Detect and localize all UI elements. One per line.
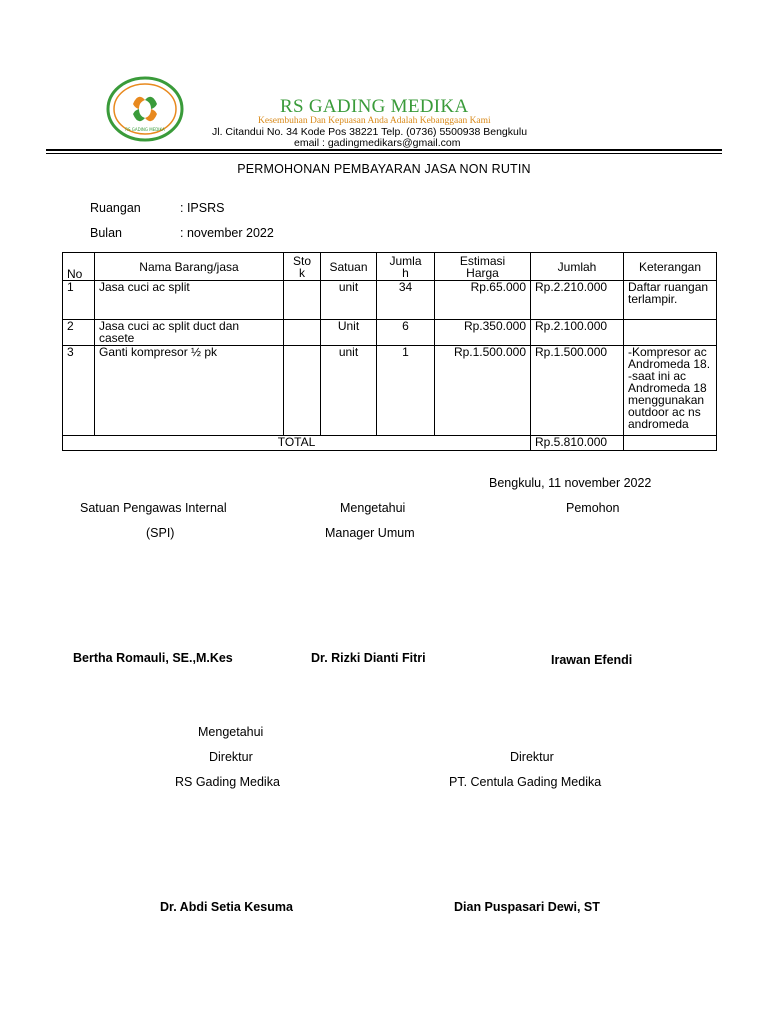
cell-keterangan: Daftar ruangan terlampir. <box>624 281 717 320</box>
cell-nama: Jasa cuci ac split <box>95 281 284 320</box>
organization-email: email : gadingmedikars@gmail.com <box>294 137 461 149</box>
director1-title: Direktur <box>209 750 253 764</box>
organization-motto: Kesembuhan Dan Kepuasan Anda Adalah Kebanggaan Kami <box>258 116 491 126</box>
cell-satuan: Unit <box>321 320 377 346</box>
header-divider-thin <box>46 153 722 154</box>
spi-signatory-name: Bertha Romauli, SE.,M.Kes <box>73 651 233 665</box>
total-value: Rp.5.810.000 <box>531 436 624 451</box>
cell-qty: 34 <box>377 281 435 320</box>
cell-harga: Rp.1.500.000 <box>435 346 531 436</box>
director1-mengetahui: Mengetahui <box>198 725 264 739</box>
cell-keterangan: -Kompresor ac Andromeda 18. -saat ini ac Andromeda 18 menggunakan outdoor ac ns andromeda <box>624 346 717 436</box>
cell-stok <box>284 281 321 320</box>
table-row <box>63 281 717 320</box>
manager-title-mengetahui: Mengetahui <box>340 501 406 515</box>
director2-signatory-name: Dian Puspasari Dewi, ST <box>454 900 600 914</box>
cell-no: 3 <box>63 346 95 436</box>
organization-address: Jl. Citandui No. 34 Kode Pos 38221 Telp. (0736) 5500938 Bengkulu <box>212 126 528 138</box>
bulan-value: : november 2022 <box>180 226 274 240</box>
ruangan-label: Ruangan <box>90 201 141 215</box>
header-estimasi-harga: Estimasi Harga <box>435 253 531 281</box>
manager-signatory-name: Dr. Rizki Dianti Fitri <box>311 651 426 665</box>
table-row <box>63 320 717 346</box>
cell-harga: Rp.350.000 <box>435 320 531 346</box>
manager-title: Manager Umum <box>325 526 415 540</box>
cell-nama: Ganti kompresor ½ pk <box>95 346 284 436</box>
cell-jumlah: Rp.2.210.000 <box>531 281 624 320</box>
director1-signatory-name: Dr. Abdi Setia Kesuma <box>160 900 293 914</box>
cell-satuan: unit <box>321 346 377 436</box>
total-row <box>63 436 717 451</box>
spi-title: Satuan Pengawas Internal <box>80 501 227 515</box>
cell-satuan: unit <box>321 281 377 320</box>
svg-text:RS GADING MEDIKA: RS GADING MEDIKA <box>125 127 165 132</box>
cell-qty: 1 <box>377 346 435 436</box>
table-row <box>63 346 717 436</box>
total-label: TOTAL <box>63 436 531 451</box>
cell-no: 2 <box>63 320 95 346</box>
cell-jumlah: Rp.2.100.000 <box>531 320 624 346</box>
total-keterangan <box>624 436 717 451</box>
bulan-label: Bulan <box>90 226 122 240</box>
ruangan-value: : IPSRS <box>180 201 225 215</box>
header-nama-barang: Nama Barang/jasa <box>95 253 284 281</box>
header-jumlah: Jumlah <box>531 253 624 281</box>
items-table <box>62 252 717 451</box>
director1-organization: RS Gading Medika <box>175 775 280 789</box>
director2-organization: PT. Centula Gading Medika <box>449 775 602 789</box>
cell-jumlah: Rp.1.500.000 <box>531 346 624 436</box>
header-keterangan: Keterangan <box>624 253 717 281</box>
cell-no: 1 <box>63 281 95 320</box>
header-stok: Sto k <box>284 253 321 281</box>
pemohon-title: Pemohon <box>566 501 620 515</box>
cell-qty: 6 <box>377 320 435 346</box>
document-title: PERMOHONAN PEMBAYARAN JASA NON RUTIN <box>237 162 531 176</box>
cell-stok <box>284 320 321 346</box>
place-date: Bengkulu, 11 november 2022 <box>489 476 652 490</box>
cell-stok <box>284 346 321 436</box>
header-jumlah-qty: Jumla h <box>377 253 435 281</box>
header-satuan: Satuan <box>321 253 377 281</box>
hospital-logo <box>106 76 184 142</box>
header-no: No <box>63 253 95 281</box>
header-divider <box>46 149 722 151</box>
cell-keterangan <box>624 320 717 346</box>
table-header-row <box>63 253 717 281</box>
cell-nama: Jasa cuci ac split duct dan casete <box>95 320 284 346</box>
cell-harga: Rp.65.000 <box>435 281 531 320</box>
organization-name: RS GADING MEDIKA <box>280 96 469 117</box>
pemohon-signatory-name: Irawan Efendi <box>551 653 633 667</box>
spi-abbreviation: (SPI) <box>146 526 175 540</box>
director2-title: Direktur <box>510 750 554 764</box>
